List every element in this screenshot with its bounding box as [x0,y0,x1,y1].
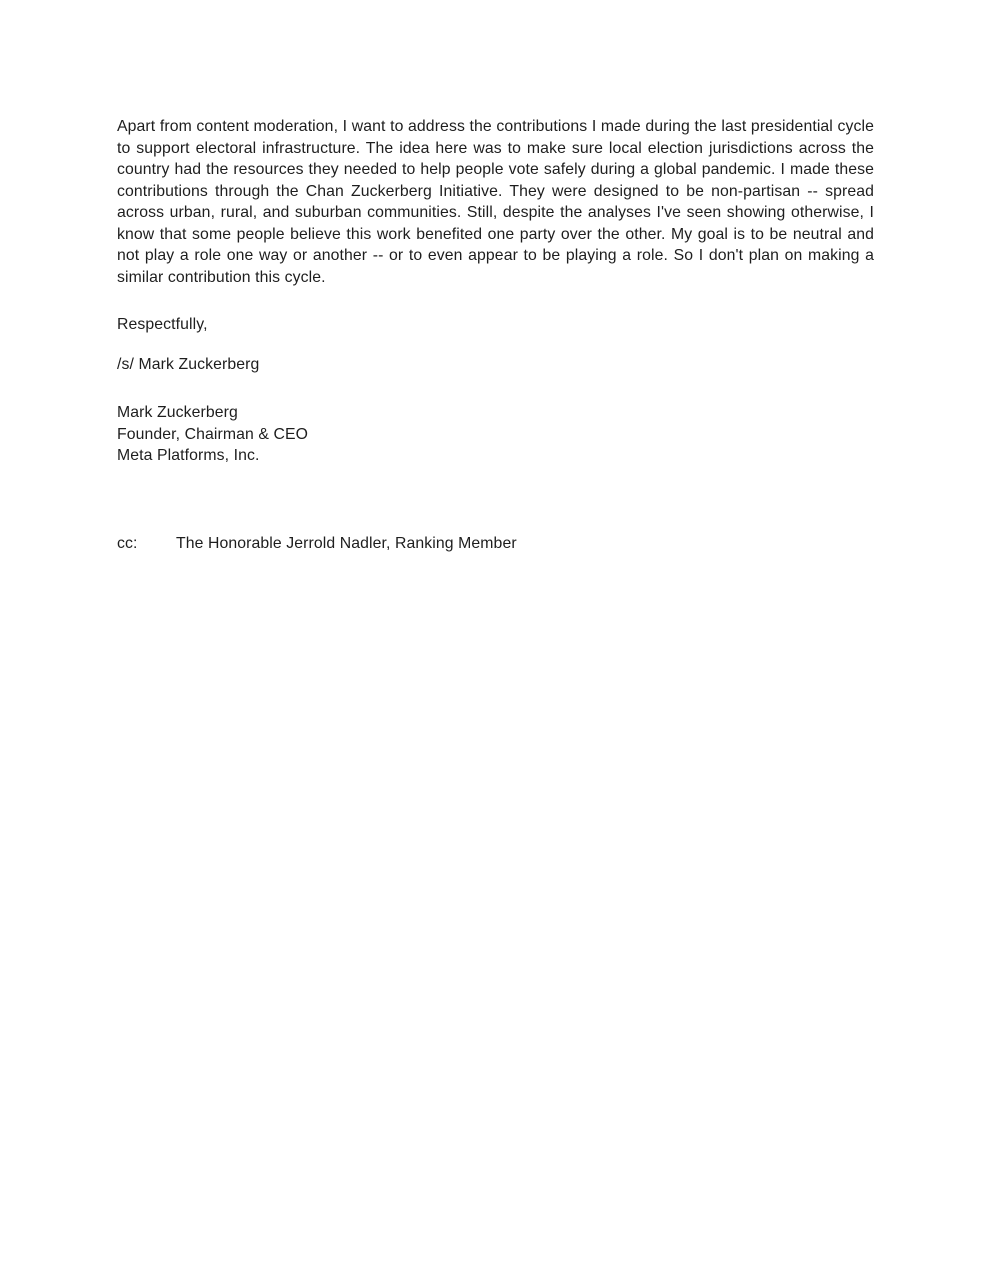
letter-body [117,116,874,554]
cc-recipient: The Honorable Jerrold Nadler, Ranking Member [176,534,517,552]
typed-signature: /s/ Mark Zuckerberg [117,355,260,373]
signature-block [117,402,874,467]
letter-paragraph: Apart from content moderation, I want to address the contributions I made during the last presidential cycle to support electoral infrastructure. The idea here was to make sure local election jurisdictions across the country had the resources they needed to help people vote safely during a global pandemic. I made these contributions through the Chan Zuckerberg Initiative. They were designed to be non-partisan -- spread across urban, rural, and suburban communities. Still, despite the analyses I've seen showing otherwise, I know that some people believe this work benefited one party over the other. My goal is to be neutral and not play a role one way or another -- or to even appear to be playing a role. So I don't plan on making a similar contribution this cycle. [117,118,874,286]
closing-salutation: Respectfully, [117,316,208,333]
cc-label: cc: [117,534,138,552]
signer-name: Mark Zuckerberg [117,404,238,421]
signer-company: Meta Platforms, Inc. [117,447,260,464]
cc-line [117,533,874,555]
signer-title: Founder, Chairman & CEO [117,425,309,443]
